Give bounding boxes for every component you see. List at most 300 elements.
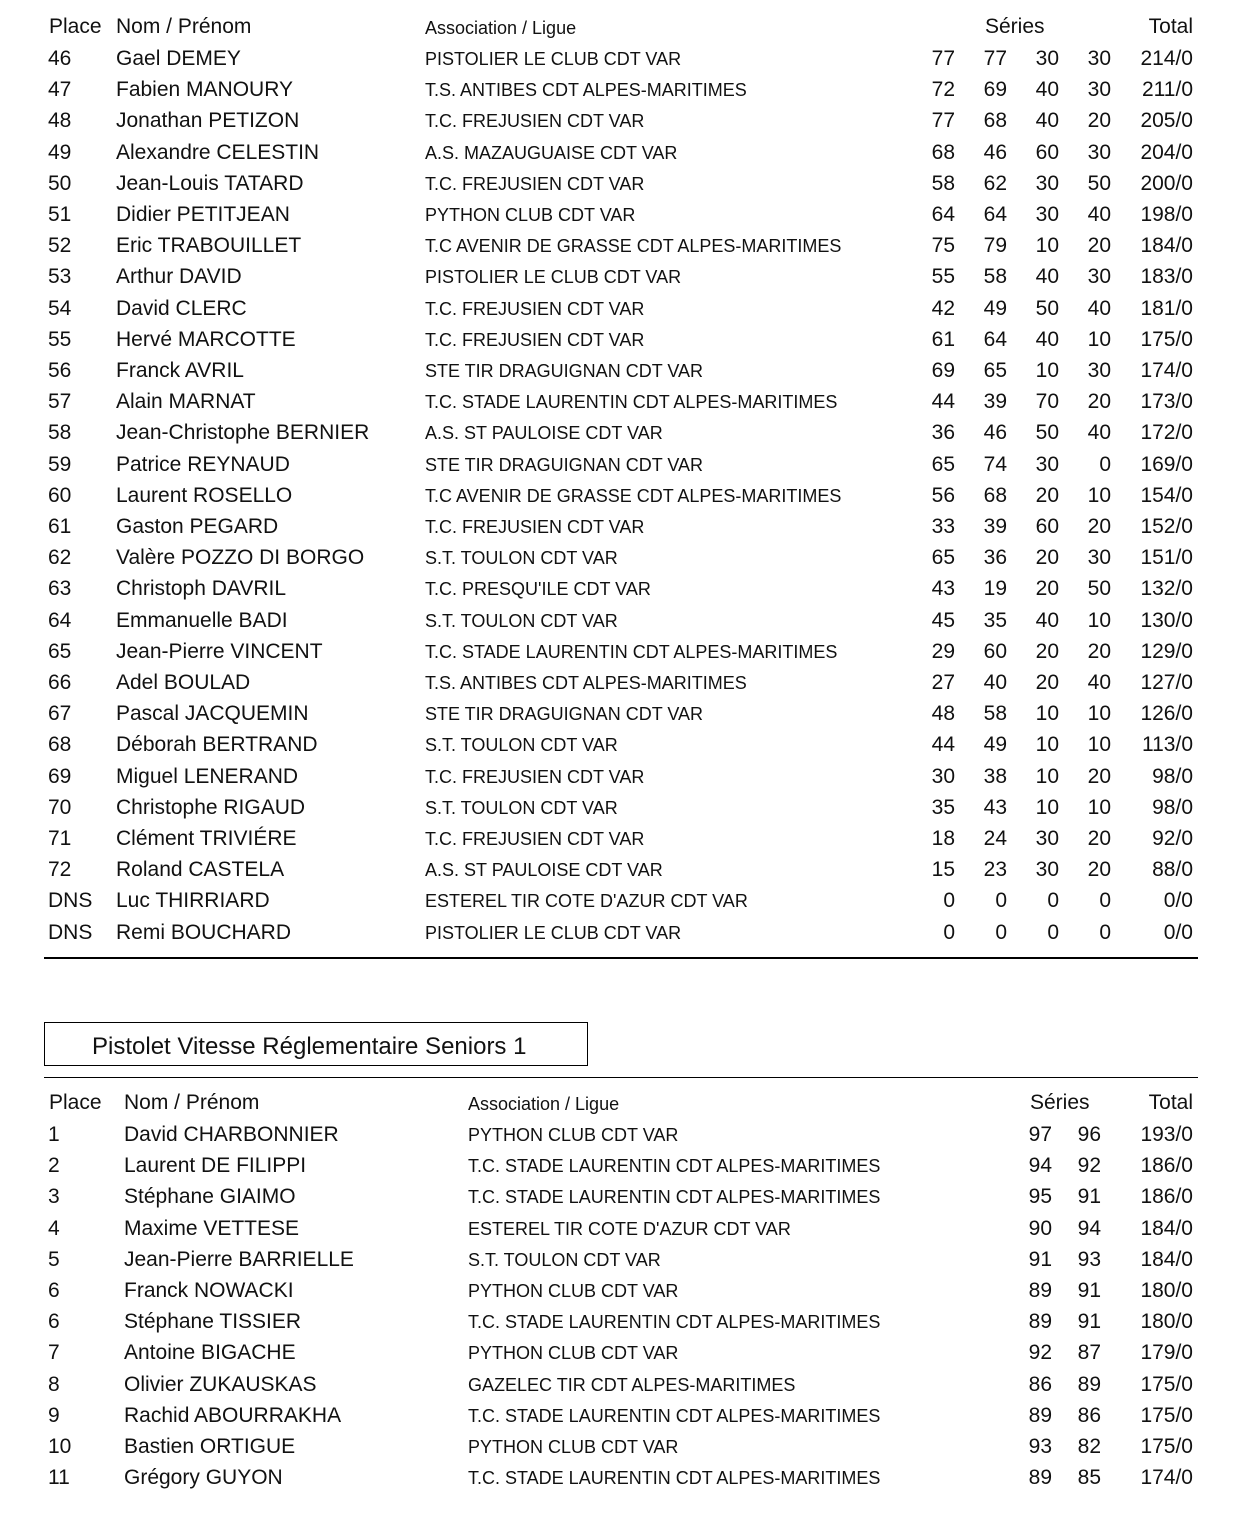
cell-series-3: 20 — [1035, 639, 1059, 663]
cell-series-3: 30 — [1035, 171, 1059, 195]
cell-series-4: 30 — [1087, 265, 1111, 289]
cell-series-2: 74 — [983, 452, 1007, 476]
cell-series-3: 30 — [1035, 47, 1059, 70]
cell-association: PYTHON CLUB CDT VAR — [468, 1343, 679, 1364]
cell-total: 0/0 — [1163, 920, 1193, 944]
table-row — [0, 609, 1240, 640]
cell-name: Hervé MARCOTTE — [116, 327, 296, 351]
cell-association: PYTHON CLUB CDT VAR — [468, 1281, 679, 1301]
cell-series-3: 30 — [1035, 858, 1059, 882]
cell-series-4: 50 — [1087, 171, 1111, 195]
cell-series-4: 0 — [1099, 452, 1111, 476]
cell-name: Fabien MANOURY — [116, 78, 294, 102]
cell-series-2: 40 — [983, 671, 1007, 694]
cell-association: T.C. STADE LAURENTIN CDT ALPES-MARITIMES — [468, 1187, 881, 1208]
cell-association: T.C AVENIR DE GRASSE CDT ALPES-MARITIMES — [425, 236, 842, 257]
table-row — [0, 1310, 1240, 1341]
cell-total: 0/0 — [1163, 889, 1193, 913]
cell-name: Pascal JACQUEMIN — [116, 702, 309, 726]
header-place: Place — [49, 1091, 102, 1114]
cell-place: 58 — [48, 421, 72, 445]
cell-total: 173/0 — [1140, 390, 1193, 414]
cell-series-3: 50 — [1035, 421, 1059, 445]
cell-association: S.T. TOULON CDT VAR — [425, 610, 618, 631]
cell-association: S.T. TOULON CDT VAR — [425, 548, 618, 569]
table-row — [0, 765, 1240, 796]
cell-association: T.C. FREJUSIEN CDT VAR — [425, 173, 645, 194]
cell-name: Stéphane TISSIER — [124, 1310, 302, 1334]
cell-series-3: 50 — [1035, 296, 1059, 320]
table-row — [0, 796, 1240, 827]
cell-series-2: 64 — [983, 203, 1007, 226]
cell-series-3: 10 — [1035, 764, 1059, 788]
cell-series-2: 39 — [983, 515, 1007, 538]
cell-name: Antoine BIGACHE — [124, 1341, 296, 1365]
cell-series-2: 49 — [983, 296, 1007, 320]
table-row — [0, 1435, 1240, 1466]
cell-name: Jean-Louis TATARD — [116, 171, 304, 195]
cell-association: STE TIR DRAGUIGNAN CDT VAR — [425, 704, 704, 725]
cell-series-2: 60 — [983, 639, 1007, 663]
cell-place: 49 — [48, 140, 72, 164]
cell-association: T.C AVENIR DE GRASSE CDT ALPES-MARITIMES — [425, 485, 842, 506]
cell-series-1: 45 — [931, 608, 955, 632]
cell-place: 56 — [48, 359, 72, 382]
cell-place: 6 — [48, 1279, 60, 1302]
cell-name: Déborah BERTRAND — [116, 733, 318, 757]
cell-place: 69 — [48, 764, 72, 788]
cell-series-3: 20 — [1035, 577, 1059, 601]
header-total: Total — [1148, 15, 1193, 38]
cell-series-1: 77 — [931, 109, 955, 133]
cell-series-2: 77 — [983, 47, 1007, 70]
cell-total: 175/0 — [1140, 1372, 1193, 1396]
cell-series-3: 20 — [1035, 483, 1059, 507]
cell-name: Grégory GUYON — [124, 1466, 283, 1490]
cell-series-1: 89 — [1028, 1310, 1052, 1334]
cell-association: PISTOLIER LE CLUB CDT VAR — [425, 49, 682, 69]
cell-total: 169/0 — [1140, 452, 1193, 476]
cell-series-2: 69 — [983, 78, 1007, 102]
cell-series-4: 30 — [1087, 140, 1111, 164]
cell-series-2: 23 — [983, 858, 1007, 882]
cell-series-4: 20 — [1087, 515, 1111, 538]
cell-total: 198/0 — [1140, 203, 1193, 226]
table-row — [0, 640, 1240, 671]
cell-place: 61 — [48, 515, 72, 538]
cell-series-3: 40 — [1035, 78, 1059, 102]
cell-place: 4 — [48, 1216, 60, 1240]
cell-place: 63 — [48, 577, 72, 601]
header-series: Séries — [985, 15, 1045, 38]
cell-name: David CHARBONNIER — [124, 1123, 339, 1146]
cell-place: 60 — [48, 483, 72, 507]
cell-association: PYTHON CLUB CDT VAR — [468, 1125, 679, 1145]
cell-series-1: 89 — [1028, 1403, 1052, 1427]
cell-total: 184/0 — [1140, 1216, 1193, 1240]
cell-total: 127/0 — [1140, 671, 1193, 694]
cell-series-1: 42 — [931, 296, 955, 320]
cell-series-2: 58 — [983, 265, 1007, 289]
table-row — [0, 421, 1240, 452]
cell-series-4: 10 — [1087, 327, 1111, 351]
cell-series-4: 10 — [1087, 795, 1111, 819]
cell-series-4: 20 — [1087, 390, 1111, 414]
table-row — [0, 390, 1240, 421]
table-row — [0, 702, 1240, 733]
table-row — [0, 1466, 1240, 1497]
cell-name: Eric TRABOUILLET — [116, 234, 302, 258]
cell-association: T.C. STADE LAURENTIN CDT ALPES-MARITIMES — [468, 1312, 881, 1333]
cell-series-1: 56 — [931, 483, 955, 507]
cell-place: 64 — [48, 608, 72, 632]
cell-name: Jean-Christophe BERNIER — [116, 421, 370, 445]
table-row — [0, 141, 1240, 172]
cell-association: T.S. ANTIBES CDT ALPES-MARITIMES — [425, 673, 747, 693]
cell-association: PYTHON CLUB CDT VAR — [468, 1437, 679, 1457]
cell-series-2: 87 — [1077, 1341, 1101, 1365]
cell-series-1: 65 — [931, 546, 955, 570]
cell-name: Olivier ZUKAUSKAS — [124, 1372, 317, 1396]
cell-association: T.C. FREJUSIEN CDT VAR — [425, 111, 645, 132]
cell-place: DNS — [48, 889, 93, 913]
cell-association: T.C. STADE LAURENTIN CDT ALPES-MARITIMES — [468, 1468, 881, 1489]
cell-series-3: 40 — [1035, 608, 1059, 632]
table-1-header — [0, 15, 1240, 46]
table-row — [0, 577, 1240, 608]
table-row — [0, 1373, 1240, 1404]
cell-series-4: 30 — [1087, 546, 1111, 570]
header-name: Nom / Prénom — [116, 15, 252, 38]
cell-series-3: 60 — [1035, 140, 1059, 164]
cell-association: S.T. TOULON CDT VAR — [425, 797, 618, 818]
cell-association: T.C. FREJUSIEN CDT VAR — [425, 329, 645, 350]
cell-series-4: 20 — [1087, 639, 1111, 663]
table-row — [0, 297, 1240, 328]
cell-place: 70 — [48, 795, 72, 819]
cell-series-3: 10 — [1035, 359, 1059, 382]
cell-name: Jean-Pierre VINCENT — [116, 639, 323, 663]
cell-series-1: 64 — [931, 203, 955, 226]
cell-association: STE TIR DRAGUIGNAN CDT VAR — [425, 361, 704, 381]
header-association: Association / Ligue — [425, 18, 577, 38]
cell-series-2: 94 — [1077, 1216, 1101, 1240]
cell-series-1: 72 — [931, 78, 955, 102]
cell-series-1: 43 — [931, 577, 955, 601]
cell-total: 98/0 — [1152, 764, 1193, 788]
cell-series-1: 97 — [1028, 1123, 1052, 1146]
cell-total: 174/0 — [1140, 1466, 1193, 1490]
cell-series-1: 77 — [931, 47, 955, 70]
cell-series-1: 89 — [1028, 1279, 1052, 1302]
cell-series-1: 29 — [931, 639, 955, 663]
cell-total: 204/0 — [1140, 140, 1193, 164]
cell-series-1: 44 — [931, 733, 955, 757]
cell-place: 48 — [48, 109, 72, 133]
cell-series-1: 33 — [931, 515, 955, 538]
cell-series-1: 68 — [931, 140, 955, 164]
cell-series-1: 93 — [1028, 1435, 1052, 1458]
cell-series-2: 64 — [983, 327, 1007, 351]
cell-series-3: 60 — [1035, 515, 1059, 538]
cell-series-4: 20 — [1087, 827, 1111, 850]
cell-series-1: 58 — [931, 171, 955, 195]
cell-total: 180/0 — [1140, 1279, 1193, 1302]
cell-place: 62 — [48, 546, 72, 570]
cell-place: 51 — [48, 203, 72, 226]
cell-name: Rachid ABOURRAKHA — [124, 1403, 342, 1427]
cell-series-3: 20 — [1035, 546, 1059, 570]
cell-association: PISTOLIER LE CLUB CDT VAR — [425, 922, 682, 943]
cell-series-1: 89 — [1028, 1466, 1052, 1490]
cell-total: 132/0 — [1140, 577, 1193, 601]
cell-total: 130/0 — [1140, 608, 1193, 632]
cell-name: Jean-Pierre BARRIELLE — [124, 1247, 354, 1271]
cell-series-2: 38 — [983, 764, 1007, 788]
cell-association: GAZELEC TIR CDT ALPES-MARITIMES — [468, 1374, 796, 1395]
cell-association: T.S. ANTIBES CDT ALPES-MARITIMES — [425, 80, 747, 101]
cell-place: 67 — [48, 702, 72, 726]
cell-place: 5 — [48, 1247, 60, 1271]
cell-series-3: 10 — [1035, 234, 1059, 258]
cell-series-2: 92 — [1077, 1154, 1101, 1178]
cell-series-2: 46 — [983, 421, 1007, 445]
cell-association: S.T. TOULON CDT VAR — [425, 735, 618, 756]
cell-total: 179/0 — [1140, 1341, 1193, 1365]
cell-total: 113/0 — [1142, 733, 1193, 757]
table-row — [0, 328, 1240, 359]
cell-total: 175/0 — [1140, 1435, 1193, 1458]
cell-place: 53 — [48, 265, 72, 289]
cell-name: Arthur DAVID — [116, 265, 242, 289]
cell-total: 205/0 — [1140, 109, 1193, 133]
cell-place: 2 — [48, 1154, 60, 1178]
cell-series-1: 90 — [1028, 1216, 1052, 1240]
cell-name: Remi BOUCHARD — [116, 920, 292, 944]
cell-series-2: 62 — [983, 171, 1007, 195]
cell-series-4: 10 — [1087, 483, 1111, 507]
cell-name: Alain MARNAT — [116, 390, 256, 414]
cell-series-2: 79 — [983, 234, 1007, 258]
cell-name: Franck AVRIL — [116, 359, 244, 382]
table-row — [0, 1248, 1240, 1279]
section-title: Pistolet Vitesse Réglementaire Seniors 1 — [92, 1033, 527, 1060]
cell-series-4: 30 — [1087, 78, 1111, 102]
cell-place: 59 — [48, 452, 72, 476]
cell-total: 193/0 — [1140, 1123, 1193, 1146]
cell-series-4: 0 — [1099, 920, 1111, 944]
table-row — [0, 484, 1240, 515]
table-row — [0, 359, 1240, 390]
cell-name: Jonathan PETIZON — [116, 109, 300, 133]
cell-name: Maxime VETTESE — [124, 1216, 300, 1240]
cell-place: 54 — [48, 296, 72, 320]
cell-association: ESTEREL TIR COTE D'AZUR CDT VAR — [468, 1218, 791, 1239]
cell-series-1: 36 — [931, 421, 955, 445]
cell-total: 88/0 — [1152, 858, 1193, 882]
cell-total: 184/0 — [1140, 1247, 1193, 1271]
table-row — [0, 234, 1240, 265]
cell-association: T.C. STADE LAURENTIN CDT ALPES-MARITIMES — [425, 392, 838, 413]
cell-series-2: 0 — [995, 889, 1007, 913]
cell-total: 180/0 — [1140, 1310, 1193, 1334]
cell-association: T.C. FREJUSIEN CDT VAR — [425, 829, 645, 849]
cell-total: 184/0 — [1140, 234, 1193, 258]
cell-total: 183/0 — [1140, 265, 1193, 289]
cell-total: 200/0 — [1140, 171, 1193, 195]
cell-total: 175/0 — [1140, 1403, 1193, 1427]
cell-series-1: 18 — [931, 827, 955, 850]
table-row — [0, 1185, 1240, 1216]
cell-series-4: 40 — [1087, 203, 1111, 226]
cell-place: 7 — [48, 1341, 60, 1365]
cell-series-3: 40 — [1035, 265, 1059, 289]
cell-place: 50 — [48, 171, 72, 195]
cell-total: 186/0 — [1140, 1185, 1193, 1209]
cell-association: STE TIR DRAGUIGNAN CDT VAR — [425, 454, 704, 475]
cell-series-4: 20 — [1087, 109, 1111, 133]
cell-series-3: 40 — [1035, 109, 1059, 133]
cell-total: 154/0 — [1140, 483, 1193, 507]
cell-association: A.S. ST PAULOISE CDT VAR — [425, 860, 663, 881]
cell-series-3: 40 — [1035, 327, 1059, 351]
cell-name: Didier PETITJEAN — [116, 203, 290, 226]
cell-total: 152/0 — [1140, 515, 1193, 538]
cell-series-2: 65 — [983, 359, 1007, 382]
header-series: Séries — [1030, 1091, 1090, 1114]
cell-total: 214/0 — [1140, 47, 1193, 70]
cell-series-1: 94 — [1028, 1154, 1052, 1178]
cell-place: 3 — [48, 1185, 60, 1209]
cell-place: 52 — [48, 234, 72, 258]
table-row — [0, 265, 1240, 296]
table-row — [0, 78, 1240, 109]
cell-place: 11 — [48, 1466, 70, 1490]
cell-series-2: 35 — [983, 608, 1007, 632]
header-place: Place — [49, 15, 102, 38]
table-row — [0, 1123, 1240, 1154]
cell-series-2: 49 — [983, 733, 1007, 757]
cell-total: 186/0 — [1140, 1154, 1193, 1178]
cell-name: Patrice REYNAUD — [116, 452, 290, 476]
section-rule — [44, 1077, 1198, 1078]
cell-name: Laurent ROSELLO — [116, 483, 293, 507]
cell-series-3: 30 — [1035, 452, 1059, 476]
cell-association: T.C. STADE LAURENTIN CDT ALPES-MARITIMES — [468, 1156, 881, 1177]
cell-series-4: 0 — [1099, 889, 1111, 913]
cell-series-1: 95 — [1028, 1185, 1052, 1209]
table-row — [0, 515, 1240, 546]
cell-association: T.C. PRESQU'ILE CDT VAR — [425, 579, 651, 600]
table-row — [0, 1154, 1240, 1185]
cell-name: Emmanuelle BADI — [116, 608, 288, 632]
cell-series-2: 58 — [983, 702, 1007, 726]
cell-series-1: 30 — [931, 764, 955, 788]
table-row — [0, 172, 1240, 203]
table-row — [0, 546, 1240, 577]
table-row — [0, 921, 1240, 952]
cell-series-3: 70 — [1035, 390, 1059, 414]
cell-place: 47 — [48, 78, 72, 102]
cell-series-4: 20 — [1087, 234, 1111, 258]
table-row — [0, 733, 1240, 764]
cell-series-4: 50 — [1087, 577, 1111, 601]
table-row — [0, 1217, 1240, 1248]
cell-association: A.S. ST PAULOISE CDT VAR — [425, 423, 663, 444]
cell-place: 72 — [48, 858, 72, 882]
cell-total: 129/0 — [1140, 639, 1193, 663]
cell-place: 57 — [48, 390, 72, 414]
cell-series-2: 91 — [1077, 1310, 1101, 1334]
cell-name: Miguel LENERAND — [116, 764, 299, 788]
header-association: Association / Ligue — [468, 1094, 620, 1114]
cell-series-3: 30 — [1035, 827, 1059, 850]
cell-series-2: 91 — [1077, 1185, 1101, 1209]
cell-association: T.C. FREJUSIEN CDT VAR — [425, 766, 645, 787]
cell-association: T.C. STADE LAURENTIN CDT ALPES-MARITIMES — [468, 1405, 881, 1426]
table-row — [0, 1279, 1240, 1310]
cell-name: Laurent DE FILIPPI — [124, 1154, 307, 1178]
cell-series-1: 0 — [943, 889, 955, 913]
cell-series-1: 55 — [931, 265, 955, 289]
cell-series-4: 20 — [1087, 858, 1111, 882]
cell-series-4: 10 — [1087, 733, 1111, 757]
cell-series-1: 0 — [943, 920, 955, 944]
cell-association: PISTOLIER LE CLUB CDT VAR — [425, 267, 682, 288]
cell-series-4: 40 — [1087, 671, 1111, 694]
cell-total: 211/0 — [1142, 78, 1193, 102]
cell-place: 10 — [48, 1435, 72, 1458]
cell-name: Gaston PEGARD — [116, 515, 279, 538]
cell-series-1: 86 — [1028, 1372, 1052, 1396]
cell-total: 92/0 — [1152, 827, 1193, 850]
cell-name: Clément TRIVIÉRE — [116, 827, 297, 850]
cell-total: 126/0 — [1140, 702, 1193, 726]
header-name: Nom / Prénom — [124, 1091, 260, 1114]
table-row — [0, 1341, 1240, 1372]
cell-series-4: 40 — [1087, 296, 1111, 320]
cell-series-1: 35 — [931, 795, 955, 819]
cell-name: Christophe RIGAUD — [116, 795, 306, 819]
cell-series-2: 85 — [1077, 1466, 1101, 1490]
cell-series-3: 10 — [1035, 795, 1059, 819]
cell-series-4: 10 — [1087, 702, 1111, 726]
cell-series-3: 0 — [1047, 889, 1059, 913]
cell-series-2: 39 — [983, 390, 1007, 414]
cell-series-1: 27 — [931, 671, 955, 694]
cell-total: 98/0 — [1152, 795, 1193, 819]
cell-association: PYTHON CLUB CDT VAR — [425, 205, 636, 225]
cell-series-4: 30 — [1087, 47, 1111, 70]
table-row — [0, 827, 1240, 858]
cell-series-1: 15 — [931, 858, 955, 882]
header-total: Total — [1148, 1091, 1193, 1114]
cell-series-2: 86 — [1077, 1403, 1101, 1427]
cell-place: 9 — [48, 1403, 60, 1427]
cell-total: 174/0 — [1140, 359, 1193, 382]
table-2-header — [0, 1091, 1240, 1122]
cell-series-1: 65 — [931, 452, 955, 476]
table-row — [0, 671, 1240, 702]
cell-series-3: 10 — [1035, 702, 1059, 726]
cell-place: 71 — [48, 827, 72, 850]
cell-name: Gael DEMEY — [116, 47, 241, 70]
section-title-box — [44, 1022, 588, 1066]
cell-total: 172/0 — [1140, 421, 1193, 445]
cell-series-2: 82 — [1077, 1435, 1101, 1458]
cell-series-2: 46 — [983, 140, 1007, 164]
cell-series-1: 48 — [931, 702, 955, 726]
